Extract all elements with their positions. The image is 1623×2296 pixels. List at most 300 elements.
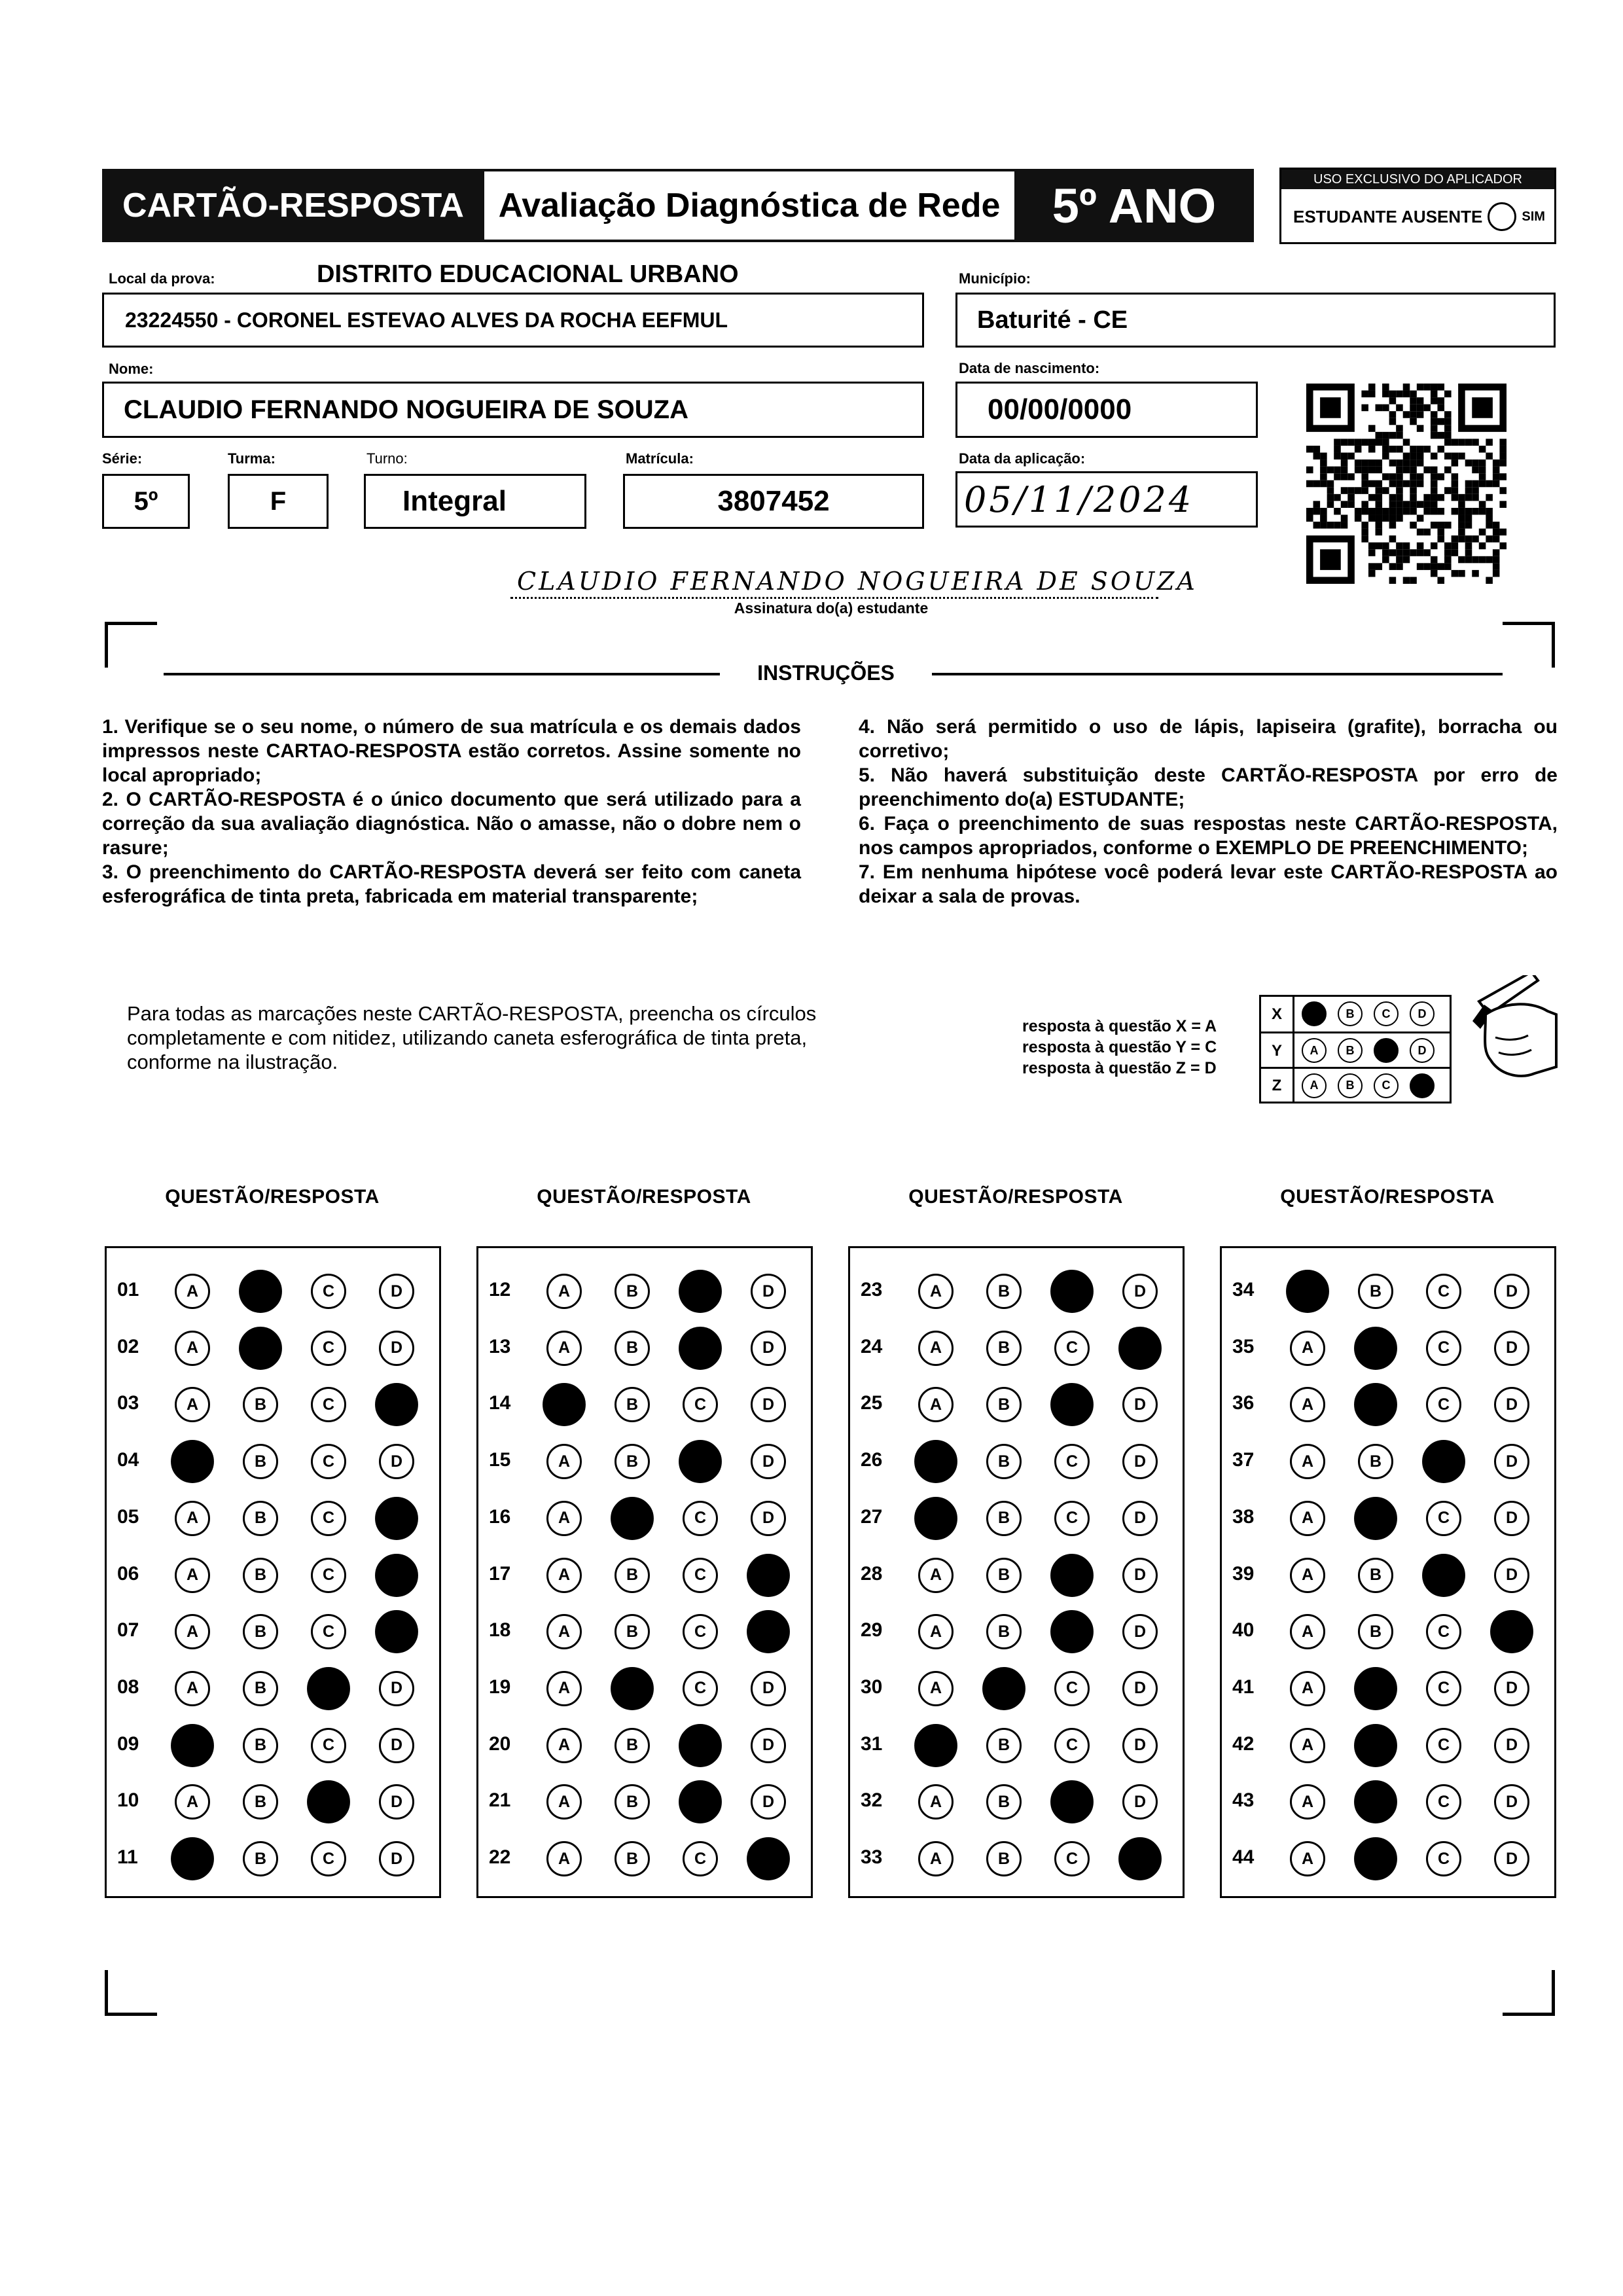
option-bubble-d[interactable]: D — [751, 1728, 786, 1763]
option-bubble-a[interactable]: A — [918, 1784, 954, 1820]
turno-value: Integral — [402, 485, 507, 517]
option-bubble-d[interactable]: D — [1122, 1387, 1158, 1422]
option-bubble-d[interactable]: D — [379, 1841, 414, 1876]
example-bubble-d: D — [1410, 1073, 1435, 1098]
option-bubble-b[interactable]: B — [243, 1387, 278, 1422]
option-bubble-c[interactable]: C — [1426, 1501, 1461, 1536]
option-bubble-c[interactable]: C — [1054, 1501, 1090, 1536]
option-bubble-d[interactable]: D — [379, 1784, 414, 1820]
option-bubble-c[interactable]: C — [679, 1724, 722, 1767]
option-bubble-b[interactable]: B — [986, 1784, 1022, 1820]
question-number: 17 — [489, 1562, 511, 1585]
option-bubble-c[interactable]: C — [683, 1671, 718, 1706]
option-bubble-a[interactable]: A — [175, 1558, 210, 1593]
option-bubble-c[interactable]: C — [679, 1270, 722, 1313]
aplicacao-label: Data da aplicação: — [959, 450, 1086, 467]
answers-header-1: QUESTÃO/RESPOSTA — [165, 1186, 380, 1208]
nascimento-value: 00/00/0000 — [988, 393, 1132, 425]
option-bubble-c[interactable]: C — [311, 1614, 346, 1649]
option-bubble-b[interactable]: B — [243, 1671, 278, 1706]
option-bubble-a[interactable]: A — [914, 1440, 957, 1483]
option-bubble-b[interactable]: B — [615, 1274, 650, 1309]
example-bubble-d: D — [1410, 1038, 1435, 1063]
option-bubble-b[interactable]: B — [615, 1614, 650, 1649]
question-number: 43 — [1232, 1789, 1255, 1812]
option-bubble-a[interactable]: A — [175, 1501, 210, 1536]
option-bubble-a[interactable]: A — [546, 1501, 582, 1536]
option-bubble-a[interactable]: A — [1290, 1841, 1325, 1876]
option-bubble-a[interactable]: A — [1290, 1444, 1325, 1479]
option-bubble-b[interactable]: B — [243, 1728, 278, 1763]
option-bubble-c[interactable]: C — [311, 1558, 346, 1593]
option-bubble-c[interactable]: C — [1422, 1554, 1465, 1597]
example-bubble-a: A — [1302, 1001, 1327, 1026]
answer-row — [1222, 1441, 1554, 1482]
option-bubble-c[interactable]: C — [683, 1501, 718, 1536]
municipio-value: Baturité - CE — [977, 306, 1128, 334]
option-bubble-b[interactable]: B — [243, 1614, 278, 1649]
option-bubble-b[interactable]: B — [1358, 1558, 1393, 1593]
option-bubble-c[interactable]: C — [683, 1558, 718, 1593]
option-bubble-d[interactable]: D — [1118, 1837, 1162, 1880]
question-number: 15 — [489, 1449, 511, 1471]
option-bubble-c[interactable]: C — [1054, 1841, 1090, 1876]
example-bubble-b: B — [1338, 1038, 1363, 1063]
option-bubble-c[interactable]: C — [1054, 1444, 1090, 1479]
option-bubble-b[interactable]: B — [611, 1497, 654, 1540]
option-bubble-a[interactable]: A — [546, 1728, 582, 1763]
question-number: 34 — [1232, 1279, 1255, 1300]
option-bubble-d[interactable]: D — [1122, 1614, 1158, 1649]
option-bubble-a[interactable]: A — [914, 1724, 957, 1767]
answer-row — [478, 1498, 811, 1539]
example-bubble-c: C — [1374, 1038, 1399, 1063]
question-number: 21 — [489, 1789, 511, 1812]
option-bubble-a[interactable]: A — [546, 1841, 582, 1876]
option-bubble-a[interactable]: A — [1290, 1784, 1325, 1820]
question-number: 02 — [117, 1335, 139, 1357]
answer-row — [478, 1554, 811, 1596]
option-bubble-c[interactable]: C — [1050, 1780, 1094, 1823]
option-bubble-c[interactable]: C — [1426, 1784, 1461, 1820]
question-number: 05 — [117, 1505, 139, 1528]
option-bubble-a[interactable]: A — [918, 1387, 954, 1422]
answer-row — [850, 1441, 1183, 1482]
option-bubble-d[interactable]: D — [1122, 1501, 1158, 1536]
answer-row — [850, 1384, 1183, 1426]
option-bubble-a[interactable]: A — [918, 1558, 954, 1593]
option-bubble-c[interactable]: C — [679, 1780, 722, 1823]
answer-column-1 — [105, 1246, 441, 1898]
option-bubble-b[interactable]: B — [986, 1614, 1022, 1649]
answer-row — [1222, 1838, 1554, 1880]
option-bubble-a[interactable]: A — [918, 1614, 954, 1649]
option-bubble-d[interactable]: D — [1494, 1331, 1529, 1366]
option-bubble-d[interactable]: D — [747, 1837, 790, 1880]
option-bubble-a[interactable]: A — [175, 1671, 210, 1706]
option-bubble-d[interactable]: D — [751, 1784, 786, 1820]
option-bubble-c[interactable]: C — [683, 1841, 718, 1876]
option-bubble-d[interactable]: D — [751, 1274, 786, 1309]
example-bubble-a: A — [1302, 1073, 1327, 1098]
option-bubble-d[interactable]: D — [751, 1671, 786, 1706]
option-bubble-d[interactable]: D — [751, 1387, 786, 1422]
option-bubble-a[interactable]: A — [175, 1274, 210, 1309]
answer-row — [1222, 1327, 1554, 1369]
answer-column-3 — [848, 1246, 1185, 1898]
option-bubble-b[interactable]: B — [1358, 1274, 1393, 1309]
question-number: 07 — [117, 1619, 139, 1641]
option-bubble-d[interactable]: D — [375, 1610, 418, 1653]
question-number: 32 — [861, 1789, 883, 1812]
example-bubble-c: C — [1374, 1001, 1399, 1026]
applicator-box — [1279, 168, 1556, 244]
option-bubble-a[interactable]: A — [918, 1671, 954, 1706]
instruction-6: 6. Faça o preenchimento de suas respostas neste CARTÃO-RESPOSTA, nos campos apropriados, conforme o EXEMPLO DE PREENCHIMENTO; — [859, 813, 1558, 859]
pen-hand-icon — [1407, 975, 1558, 1100]
question-number: 44 — [1232, 1846, 1255, 1868]
option-bubble-d[interactable]: D — [751, 1331, 786, 1366]
option-bubble-a[interactable]: A — [914, 1497, 957, 1540]
option-bubble-c[interactable]: C — [1054, 1331, 1090, 1366]
option-bubble-b[interactable]: B — [1358, 1614, 1393, 1649]
answer-row — [107, 1838, 439, 1880]
answer-row — [478, 1725, 811, 1767]
option-bubble-d[interactable]: D — [1494, 1558, 1529, 1593]
option-bubble-a[interactable]: A — [171, 1440, 214, 1483]
question-number: 24 — [861, 1335, 883, 1357]
option-bubble-c[interactable]: C — [311, 1841, 346, 1876]
option-bubble-d[interactable]: D — [1490, 1610, 1533, 1653]
answer-row — [1222, 1554, 1554, 1596]
question-number: 10 — [117, 1789, 139, 1812]
instruction-7: 7. Em nenhuma hipótese você poderá levar este CARTÃO-RESPOSTA ao deixar a sala de provas. — [859, 861, 1558, 907]
option-bubble-c[interactable]: C — [1050, 1383, 1094, 1426]
option-bubble-c[interactable]: C — [1426, 1387, 1461, 1422]
applicator-label: USO EXCLUSIVO DO APLICADOR — [1281, 170, 1554, 189]
answer-row — [850, 1327, 1183, 1369]
option-bubble-a[interactable]: A — [171, 1724, 214, 1767]
option-bubble-b[interactable]: B — [986, 1501, 1022, 1536]
question-number: 25 — [861, 1392, 883, 1414]
instruction-5: 5. Não haverá substituição deste CARTÃO-RESPOSTA por erro de preenchimento do(a) ESTUDANTE; — [859, 764, 1558, 810]
answers-header-4: QUESTÃO/RESPOSTA — [1280, 1186, 1495, 1208]
option-bubble-c[interactable]: C — [679, 1440, 722, 1483]
question-number: 04 — [117, 1449, 139, 1471]
option-bubble-c[interactable]: C — [1422, 1440, 1465, 1483]
instruction-3: 3. O preenchimento do CARTÃO-RESPOSTA deverá ser feito com caneta esferográfica de tinta preta, fabricada em material transparente; — [102, 861, 801, 907]
answer-row — [478, 1270, 811, 1312]
option-bubble-c[interactable]: C — [1426, 1614, 1461, 1649]
answer-row — [107, 1270, 439, 1312]
question-number: 42 — [1232, 1732, 1255, 1755]
option-bubble-b[interactable]: B — [243, 1444, 278, 1479]
option-bubble-b[interactable]: B — [239, 1270, 282, 1313]
corner-mark-top-left — [105, 622, 157, 668]
corner-mark-bottom-right — [1503, 1970, 1555, 2016]
answer-row — [850, 1498, 1183, 1539]
answers-header-3: QUESTÃO/RESPOSTA — [908, 1186, 1123, 1208]
option-bubble-d[interactable]: D — [1494, 1784, 1529, 1820]
option-bubble-c[interactable]: C — [1054, 1671, 1090, 1706]
grade-badge: 5º ANO — [1014, 169, 1254, 242]
option-bubble-b[interactable]: B — [1354, 1327, 1397, 1370]
option-bubble-a[interactable]: A — [1290, 1331, 1325, 1366]
option-bubble-b[interactable]: B — [243, 1501, 278, 1536]
option-bubble-d[interactable]: D — [1494, 1671, 1529, 1706]
instructions-title: INSTRUÇÕES — [757, 661, 895, 685]
serie-field — [102, 474, 190, 529]
instruction-2: 2. O CARTÃO-RESPOSTA é o único documento que será utilizado para a correção da sua avaliação diagnóstica. Não o amasse, não o dobre nem o rasure; — [102, 789, 801, 859]
answer-row — [850, 1611, 1183, 1653]
instruction-4: 4. Não será permitido o uso de lápis, lapiseira (grafite), borracha ou corretivo; — [859, 716, 1558, 762]
option-bubble-b[interactable]: B — [243, 1558, 278, 1593]
option-bubble-c[interactable]: C — [679, 1327, 722, 1370]
option-bubble-a[interactable]: A — [175, 1614, 210, 1649]
option-bubble-a[interactable]: A — [543, 1383, 586, 1426]
option-bubble-d[interactable]: D — [1118, 1327, 1162, 1370]
option-bubble-c[interactable]: C — [683, 1614, 718, 1649]
option-bubble-a[interactable]: A — [175, 1784, 210, 1820]
answer-row — [850, 1725, 1183, 1767]
option-bubble-c[interactable]: C — [311, 1728, 346, 1763]
option-bubble-a[interactable]: A — [546, 1331, 582, 1366]
option-bubble-b[interactable]: B — [615, 1331, 650, 1366]
option-bubble-b[interactable]: B — [615, 1444, 650, 1479]
option-bubble-c[interactable]: C — [1426, 1671, 1461, 1706]
option-bubble-b[interactable]: B — [1358, 1444, 1393, 1479]
option-bubble-a[interactable]: A — [546, 1614, 582, 1649]
option-bubble-d[interactable]: D — [379, 1444, 414, 1479]
option-bubble-c[interactable]: C — [311, 1274, 346, 1309]
option-bubble-a[interactable]: A — [175, 1387, 210, 1422]
option-bubble-c[interactable]: C — [1050, 1610, 1094, 1653]
question-number: 11 — [117, 1846, 138, 1868]
option-bubble-d[interactable]: D — [751, 1501, 786, 1536]
nome-value: CLAUDIO FERNANDO NOGUEIRA DE SOUZA — [124, 395, 688, 424]
option-bubble-b[interactable]: B — [615, 1728, 650, 1763]
option-bubble-b[interactable]: B — [1354, 1780, 1397, 1823]
option-bubble-c[interactable]: C — [311, 1387, 346, 1422]
option-bubble-b[interactable]: B — [615, 1841, 650, 1876]
answer-row — [850, 1668, 1183, 1710]
question-number: 18 — [489, 1619, 511, 1641]
option-bubble-c[interactable]: C — [683, 1387, 718, 1422]
option-bubble-b[interactable]: B — [986, 1274, 1022, 1309]
option-bubble-d[interactable]: D — [379, 1274, 414, 1309]
answer-row — [478, 1781, 811, 1823]
option-bubble-c[interactable]: C — [1050, 1554, 1094, 1597]
matricula-field — [623, 474, 924, 529]
option-bubble-d[interactable]: D — [747, 1554, 790, 1597]
option-bubble-d[interactable]: D — [375, 1554, 418, 1597]
option-bubble-c[interactable]: C — [307, 1667, 350, 1710]
option-bubble-d[interactable]: D — [1122, 1784, 1158, 1820]
question-number: 14 — [489, 1392, 511, 1414]
option-bubble-b[interactable]: B — [1354, 1667, 1397, 1710]
option-bubble-b[interactable]: B — [986, 1387, 1022, 1422]
school-field — [102, 293, 924, 348]
option-bubble-d[interactable]: D — [1494, 1274, 1529, 1309]
answer-row — [107, 1441, 439, 1482]
option-bubble-b[interactable]: B — [982, 1667, 1026, 1710]
option-bubble-d[interactable]: D — [747, 1610, 790, 1653]
answer-row — [107, 1498, 439, 1539]
qr-code — [1306, 384, 1507, 584]
option-bubble-d[interactable]: D — [1122, 1728, 1158, 1763]
option-bubble-a[interactable]: A — [1286, 1270, 1329, 1313]
option-bubble-b[interactable]: B — [239, 1327, 282, 1370]
example-legend — [1022, 1016, 1217, 1079]
option-bubble-b[interactable]: B — [243, 1784, 278, 1820]
instructions-left — [102, 715, 801, 908]
question-number: 29 — [861, 1619, 883, 1641]
answer-row — [478, 1668, 811, 1710]
answer-row — [107, 1781, 439, 1823]
option-bubble-a[interactable]: A — [546, 1558, 582, 1593]
option-bubble-b[interactable]: B — [986, 1841, 1022, 1876]
option-bubble-b[interactable]: B — [615, 1784, 650, 1820]
absent-option-label: SIM — [1522, 209, 1545, 224]
option-bubble-a[interactable]: A — [1290, 1614, 1325, 1649]
answer-column-2 — [476, 1246, 813, 1898]
option-bubble-d[interactable]: D — [1494, 1728, 1529, 1763]
instructions-divider-left — [164, 673, 720, 675]
option-bubble-a[interactable]: A — [918, 1841, 954, 1876]
option-bubble-a[interactable]: A — [1290, 1728, 1325, 1763]
option-bubble-a[interactable]: A — [546, 1274, 582, 1309]
example-bubble-c: C — [1374, 1073, 1399, 1098]
option-bubble-b[interactable]: B — [615, 1558, 650, 1593]
question-number: 26 — [861, 1449, 883, 1471]
corner-mark-top-right — [1503, 622, 1555, 668]
matricula-label: Matrícula: — [626, 450, 694, 467]
option-bubble-b[interactable]: B — [1354, 1383, 1397, 1426]
option-bubble-c[interactable]: C — [311, 1501, 346, 1536]
option-bubble-b[interactable]: B — [615, 1387, 650, 1422]
option-bubble-d[interactable]: D — [379, 1671, 414, 1706]
option-bubble-b[interactable]: B — [986, 1558, 1022, 1593]
answer-row — [850, 1781, 1183, 1823]
option-bubble-c[interactable]: C — [1426, 1274, 1461, 1309]
answer-row — [107, 1554, 439, 1596]
question-number: 41 — [1232, 1676, 1255, 1698]
option-bubble-a[interactable]: A — [546, 1671, 582, 1706]
option-bubble-d[interactable]: D — [1122, 1274, 1158, 1309]
question-number: 09 — [117, 1732, 139, 1755]
option-bubble-c[interactable]: C — [311, 1331, 346, 1366]
option-bubble-d[interactable]: D — [379, 1728, 414, 1763]
turma-field — [228, 474, 329, 529]
card-title: CARTÃO-RESPOSTA — [102, 169, 484, 242]
question-number: 33 — [861, 1846, 883, 1868]
answer-row — [1222, 1781, 1554, 1823]
question-number: 06 — [117, 1562, 139, 1585]
option-bubble-a[interactable]: A — [1290, 1501, 1325, 1536]
answer-row — [107, 1327, 439, 1369]
option-bubble-c[interactable]: C — [1426, 1331, 1461, 1366]
option-bubble-a[interactable]: A — [1290, 1558, 1325, 1593]
example-row-label: Z — [1261, 1069, 1294, 1103]
answer-column-4 — [1220, 1246, 1556, 1898]
option-bubble-c[interactable]: C — [311, 1444, 346, 1479]
option-bubble-c[interactable]: C — [1050, 1270, 1094, 1313]
answer-row — [1222, 1611, 1554, 1653]
option-bubble-a[interactable]: A — [1290, 1387, 1325, 1422]
option-bubble-d[interactable]: D — [1494, 1841, 1529, 1876]
option-bubble-a[interactable]: A — [1290, 1671, 1325, 1706]
question-number: 31 — [861, 1732, 883, 1755]
answer-row — [1222, 1270, 1554, 1312]
example-row-label: X — [1261, 997, 1294, 1031]
option-bubble-d[interactable]: D — [1494, 1444, 1529, 1479]
answer-row — [478, 1611, 811, 1653]
option-bubble-b[interactable]: B — [1354, 1837, 1397, 1880]
instructions-right — [859, 715, 1558, 908]
signature-label: Assinatura do(a) estudante — [734, 600, 929, 617]
option-bubble-c[interactable]: C — [1054, 1728, 1090, 1763]
example-bubble-a: A — [1302, 1038, 1327, 1063]
option-bubble-d[interactable]: D — [1122, 1558, 1158, 1593]
question-number: 30 — [861, 1676, 883, 1698]
option-bubble-b[interactable]: B — [1354, 1724, 1397, 1767]
option-bubble-c[interactable]: C — [1426, 1841, 1461, 1876]
answer-row — [478, 1441, 811, 1482]
option-bubble-a[interactable]: A — [546, 1444, 582, 1479]
option-bubble-d[interactable]: D — [375, 1497, 418, 1540]
question-number: 12 — [489, 1279, 511, 1300]
option-bubble-b[interactable]: B — [243, 1841, 278, 1876]
question-number: 35 — [1232, 1335, 1255, 1357]
absent-checkbox[interactable] — [1488, 202, 1516, 231]
aplicacao-field — [955, 471, 1258, 528]
option-bubble-c[interactable]: C — [307, 1780, 350, 1823]
example-bubble-b: B — [1338, 1073, 1363, 1098]
question-number: 13 — [489, 1335, 511, 1357]
option-bubble-c[interactable]: C — [1426, 1728, 1461, 1763]
option-bubble-d[interactable]: D — [1122, 1671, 1158, 1706]
option-bubble-b[interactable]: B — [986, 1331, 1022, 1366]
question-number: 16 — [489, 1505, 511, 1528]
option-bubble-b[interactable]: B — [1354, 1497, 1397, 1540]
example-row-label: Y — [1261, 1033, 1294, 1068]
answer-row — [1222, 1384, 1554, 1426]
instructions-divider-right — [932, 673, 1503, 675]
option-bubble-d[interactable]: D — [1122, 1444, 1158, 1479]
municipio-label: Município: — [959, 270, 1031, 287]
option-bubble-b[interactable]: B — [611, 1667, 654, 1710]
option-bubble-a[interactable]: A — [546, 1784, 582, 1820]
answer-row — [850, 1554, 1183, 1596]
option-bubble-b[interactable]: B — [986, 1444, 1022, 1479]
option-bubble-d[interactable]: D — [379, 1331, 414, 1366]
serie-value: 5º — [134, 486, 158, 516]
question-number: 03 — [117, 1392, 139, 1414]
option-bubble-a[interactable]: A — [171, 1837, 214, 1880]
municipio-field — [955, 293, 1556, 348]
local-label: Local da prova: — [109, 270, 215, 287]
option-bubble-d[interactable]: D — [1494, 1501, 1529, 1536]
option-bubble-a[interactable]: A — [175, 1331, 210, 1366]
question-number: 20 — [489, 1732, 511, 1755]
answer-row — [478, 1838, 811, 1880]
option-bubble-d[interactable]: D — [375, 1383, 418, 1426]
option-bubble-b[interactable]: B — [986, 1728, 1022, 1763]
option-bubble-d[interactable]: D — [1494, 1387, 1529, 1422]
option-bubble-a[interactable]: A — [918, 1331, 954, 1366]
option-bubble-a[interactable]: A — [918, 1274, 954, 1309]
option-bubble-d[interactable]: D — [751, 1444, 786, 1479]
